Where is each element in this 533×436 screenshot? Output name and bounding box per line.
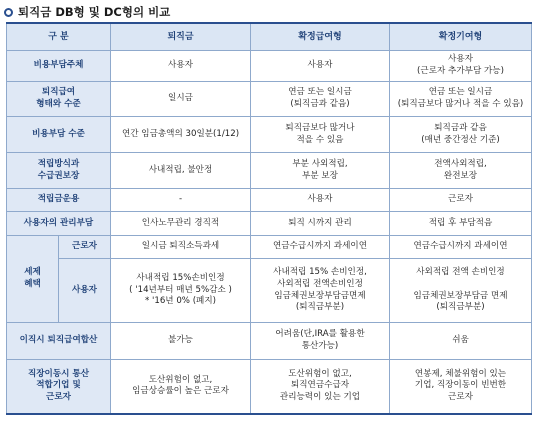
cell-severance: 일시금 xyxy=(111,82,251,117)
header-severance: 퇴직금 xyxy=(111,23,251,51)
cell-dc: 사외적립 전액 손비인정 임금체권보장부담금 면제 (퇴직금부분) xyxy=(390,259,532,323)
row-label: 비용부담주체 xyxy=(7,51,111,82)
cell-db: 사내적립 15% 손비인정, 사외적립 전액손비인정 임금체권보장부담금면제 (퇴직금부분) xyxy=(251,259,390,323)
cell-db: 퇴직금보다 많거나 적을 수 있음 xyxy=(251,117,390,153)
cell-db: 어려움(단,IRA를 활용한 통산가능) xyxy=(251,323,390,360)
table-row xyxy=(7,82,532,117)
cell-db: 도산위험이 없고, 퇴직연금수급자 관리능력이 있는 기업 xyxy=(251,360,390,414)
table-row xyxy=(7,259,532,323)
row-label: 퇴직급여 형태와 수준 xyxy=(7,82,111,117)
row-label: 직장이동시 통산 적합기업 및 근로자 xyxy=(7,360,111,414)
table-row xyxy=(7,323,532,360)
cell-severance: 도산위험이 없고, 임금상승률이 높은 근로자 xyxy=(111,360,251,414)
cell-db: 연금수급시까지 과세이연 xyxy=(251,236,390,259)
row-sublabel: 사용자 xyxy=(59,259,111,323)
cell-severance: 사내적립 15%손비인정 ( '14년부터 매년 5%감소 ) * '16년 0% (폐지) xyxy=(111,259,251,323)
header-category: 구 분 xyxy=(7,23,111,51)
cell-db: 부분 사외적립, 부분 보장 xyxy=(251,153,390,189)
row-label: 사용자의 관리부담 xyxy=(7,212,111,236)
cell-dc: 적립 후 부담적음 xyxy=(390,212,532,236)
cell-db: 사용자 xyxy=(251,51,390,82)
page-title xyxy=(4,2,170,22)
row-label: 적립방식과 수급권보장 xyxy=(7,153,111,189)
cell-dc: 근로자 xyxy=(390,189,532,212)
header-row xyxy=(7,23,532,51)
table-row xyxy=(7,153,532,189)
cell-severance: 연간 임금총액의 30일분(1/12) xyxy=(111,117,251,153)
table-row xyxy=(7,117,532,153)
cell-dc: 사용자 (근로자 추가부담 가능) xyxy=(390,51,532,82)
table-row xyxy=(7,236,532,259)
table-row xyxy=(7,51,532,82)
cell-db: 사용자 xyxy=(251,189,390,212)
cell-severance: 사내적립, 불안정 xyxy=(111,153,251,189)
table-row xyxy=(7,360,532,414)
cell-dc: 연금수급시까지 과세이연 xyxy=(390,236,532,259)
row-sublabel: 근로자 xyxy=(59,236,111,259)
cell-dc: 쉬움 xyxy=(390,323,532,360)
cell-db: 연금 또는 일시금 (퇴직금과 같음) xyxy=(251,82,390,117)
row-label: 이직시 퇴직급여합산 xyxy=(7,323,111,360)
table-row xyxy=(7,189,532,212)
cell-dc: 연금 또는 일시금 (퇴직금보다 많거나 적을 수 있음) xyxy=(390,82,532,117)
header-dc: 확정기여형 xyxy=(390,23,532,51)
cell-severance: 일시금 퇴직소득과세 xyxy=(111,236,251,259)
cell-db: 퇴직 시까지 관리 xyxy=(251,212,390,236)
cell-dc: 퇴직금과 같음 (매년 중간정산 기준) xyxy=(390,117,532,153)
cell-severance: - xyxy=(111,189,251,212)
cell-dc: 전액사외적립, 완전보장 xyxy=(390,153,532,189)
circle-bullet-icon xyxy=(4,8,13,17)
title-text: 퇴직금 DB형 및 DC형의 비교 xyxy=(18,5,171,19)
comparison-table xyxy=(6,22,532,415)
tax-benefit-label: 세제 혜택 xyxy=(7,236,59,323)
table-row xyxy=(7,212,532,236)
cell-severance: 불가능 xyxy=(111,323,251,360)
cell-dc: 연봉제, 체불위험이 있는 기업, 직장이동이 빈번한 근로자 xyxy=(390,360,532,414)
row-label: 적립금운용 xyxy=(7,189,111,212)
row-label: 비용부담 수준 xyxy=(7,117,111,153)
header-db: 확정급여형 xyxy=(251,23,390,51)
cell-severance: 인사노무관리 경직적 xyxy=(111,212,251,236)
cell-severance: 사용자 xyxy=(111,51,251,82)
